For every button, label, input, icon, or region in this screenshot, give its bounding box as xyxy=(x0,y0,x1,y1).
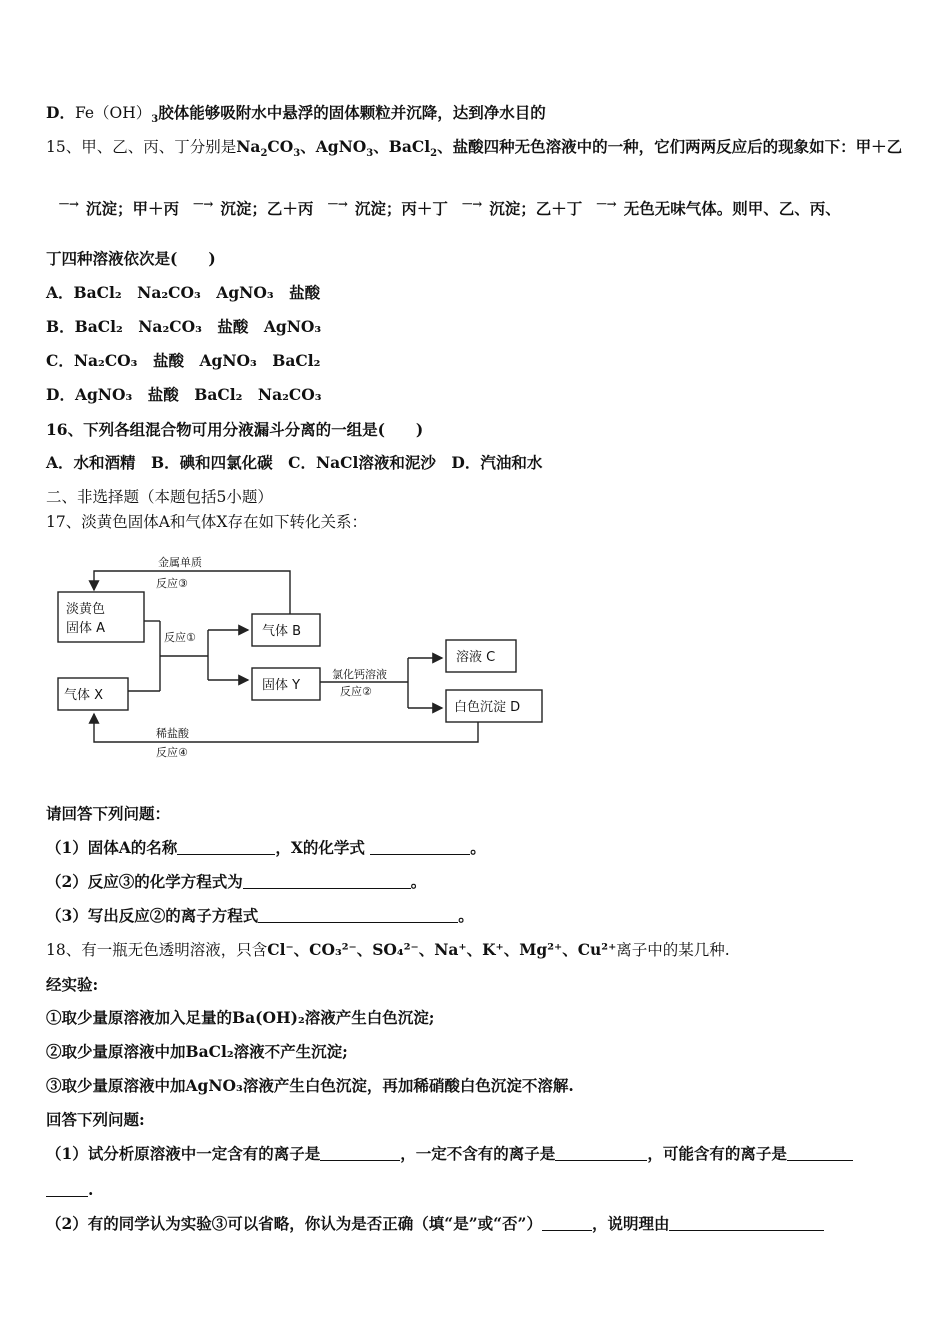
q18-answer-title: 回答下列问题: xyxy=(46,1110,145,1129)
answer-blank[interactable] xyxy=(258,906,458,923)
q18-sub2: （2）有的同学认为实验③可以省略，你认为是否正确（填“是”或“否”） ，说明理由 xyxy=(46,1214,910,1234)
bottom-label: 稀盐酸 xyxy=(156,727,189,740)
box-a-line2: 固体 A xyxy=(66,621,106,636)
reaction-arrow: －→ xyxy=(57,197,79,211)
answer-blank[interactable] xyxy=(177,838,275,855)
reaction-arrow: －→ xyxy=(326,197,347,211)
answer-blank[interactable] xyxy=(46,1180,88,1197)
answer-blank[interactable] xyxy=(555,1144,647,1161)
q18-sub1-cont: . xyxy=(46,1180,910,1200)
arrow-d-to-x xyxy=(94,714,478,742)
q16-stem: 16、下列各组混合物可用分液漏斗分离的一组是( ) xyxy=(46,420,424,439)
reaction-arrow: －→ xyxy=(192,197,213,211)
q18-exp-title: 经实验: xyxy=(46,975,99,994)
reaction1-label: 反应① xyxy=(164,631,196,644)
answer-blank[interactable] xyxy=(243,872,411,889)
q15-stem-line3: 丁四种溶液依次是( ) xyxy=(46,249,216,268)
q15-stem-line1: 15、甲、乙、丙、丁分别是$Na_2CO_3$、AgNO$_3$、BaCl$_2$、盐酸四种无色溶液中的一种，它们两两反应后的现象如下：甲＋乙 xyxy=(46,137,903,160)
q18-stem: 18、有一瓶无色透明溶液，只含Cl⁻、CO₃²⁻、SO₄²⁻、Na⁺、K⁺、Mg²⁺、Cu²⁺离子中的某几种. xyxy=(46,940,730,959)
q17-sub1: （1）固体A的名称 ，X的化学式 。 xyxy=(46,838,486,857)
reaction-arrow: －→ xyxy=(595,197,616,211)
q17-prompt: 请回答下列问题： xyxy=(46,804,171,823)
box-y-label: 固体 Y xyxy=(262,678,301,693)
section-heading: 二、非选择题（本题包括5小题） xyxy=(46,488,273,506)
q16-options: A．水和酒精 B．碘和四氯化碳 C．NaCl溶液和泥沙 D．汽油和水 xyxy=(46,453,543,472)
answer-blank[interactable] xyxy=(669,1214,824,1231)
answer-blank[interactable] xyxy=(542,1214,592,1231)
answer-blank[interactable] xyxy=(787,1144,853,1161)
bottom-reaction: 反应④ xyxy=(156,746,188,759)
q17-sub3: （3）写出反应②的离子方程式 。 xyxy=(46,906,474,925)
top-label: 金属单质 xyxy=(158,556,202,569)
box-b-label: 气体 B xyxy=(262,624,302,639)
mid-reaction: 反应② xyxy=(340,685,372,698)
q15-option-b: B．BaCl₂ Na₂CO₃ 盐酸 AgNO₃ xyxy=(46,317,322,336)
box-a-line1: 淡黄色 xyxy=(66,602,106,617)
answer-blank[interactable] xyxy=(320,1144,400,1161)
q15-option-d: D．AgNO₃ 盐酸 BaCl₂ Na₂CO₃ xyxy=(46,385,322,404)
reaction-arrow: －→ xyxy=(461,197,482,211)
box-x-label: 气体 X xyxy=(64,688,104,703)
q17-diagram xyxy=(50,548,550,763)
q18-exp2: ②取少量原溶液中加BaCl₂溶液不产生沉淀; xyxy=(46,1042,348,1061)
q14-option-d: D．$Fe(OH)_3$胶体能够吸附水中悬浮的固体颗粒并沉降，达到净水目的 xyxy=(46,103,546,126)
q18-exp3: ③取少量原溶液中加AgNO₃溶液产生白色沉淀，再加稀硝酸白色沉淀不溶解. xyxy=(46,1076,574,1095)
q15-stem-line2: －→ 沉淀；甲＋丙 －→ 沉淀；乙＋丙 －→ 沉淀；丙＋丁 －→ 沉淀；乙＋丁 －→ 无色无味气体。则甲、乙、丙、 xyxy=(50,199,910,220)
q17-stem: 17、淡黄色固体A和气体X存在如下转化关系： xyxy=(46,513,367,531)
q18-sub1: （1）试分析原溶液中一定含有的离子是 ，一定不含有的离子是 ，可能含有的离子是 xyxy=(46,1144,910,1164)
q15-option-a: A．BaCl₂ Na₂CO₃ AgNO₃ 盐酸 xyxy=(46,283,321,302)
q17-sub2: （2）反应③的化学方程式为 。 xyxy=(46,872,427,891)
mid-label: 氯化钙溶液 xyxy=(332,668,387,681)
q18-exp1: ①取少量原溶液加入足量的Ba(OH)₂溶液产生白色沉淀; xyxy=(46,1008,435,1027)
box-c-label: 溶液 C xyxy=(456,650,496,665)
top-reaction: 反应③ xyxy=(156,577,188,590)
q15-option-c: C．Na₂CO₃ 盐酸 AgNO₃ BaCl₂ xyxy=(46,351,321,370)
box-d-label: 白色沉淀 D xyxy=(454,700,521,715)
answer-blank[interactable] xyxy=(370,838,470,855)
